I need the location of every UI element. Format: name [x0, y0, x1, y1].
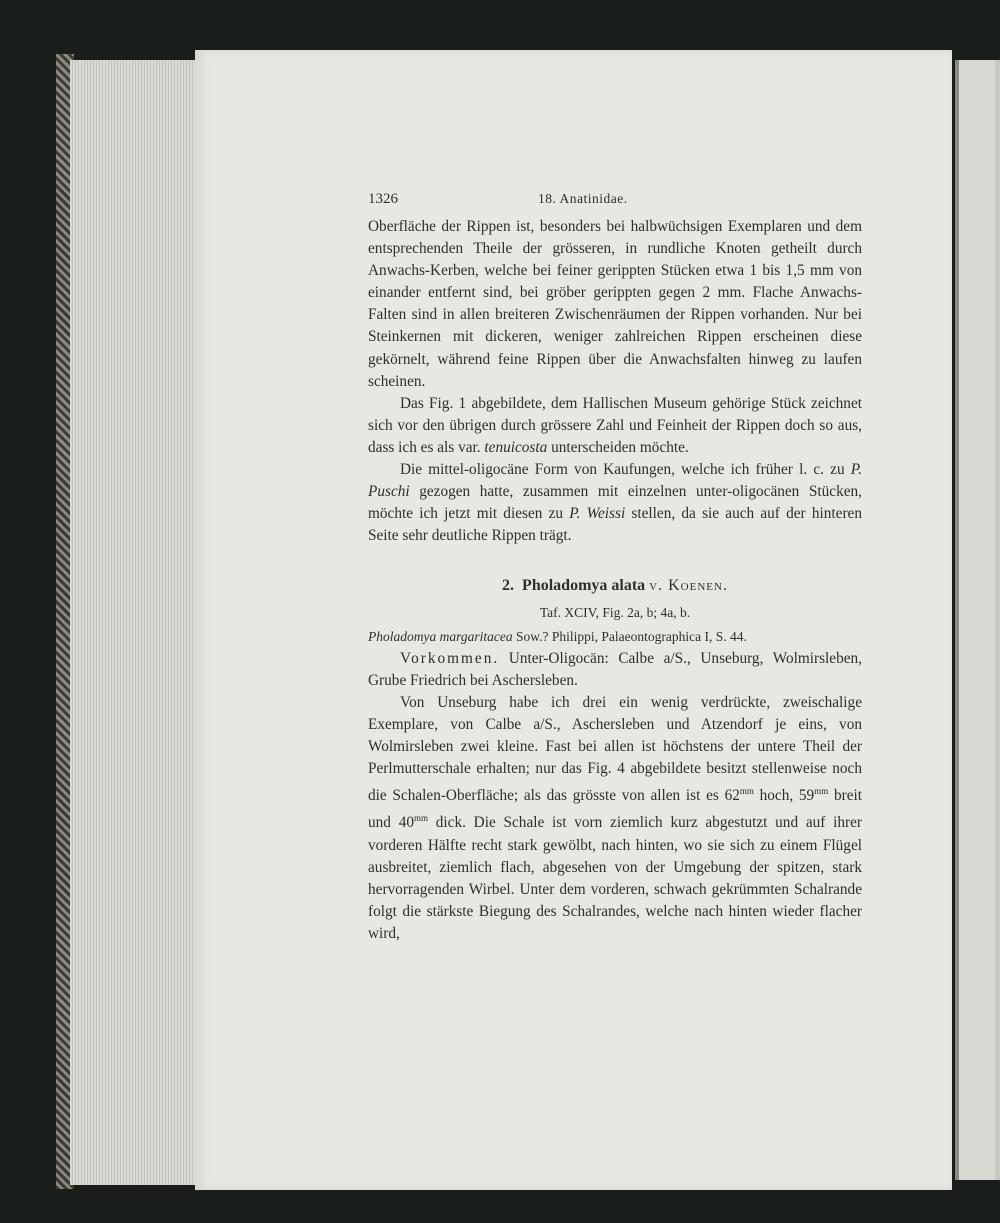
synonymy: Pholadomya margaritacea Sow.? Philippi, Palaeontographica I, S. 44. — [368, 628, 747, 644]
page-content — [368, 188, 862, 945]
running-head: 18. Anatinidae. — [538, 191, 628, 206]
paragraph-2: Das Fig. 1 abgebildete, dem Hallischen Museum gehörige Stück zeichnet sich vor den übrigen durch grössere Zahl und Feinheit der Rippen doch so aus, dass ich es als var. tenuicosta unterscheiden möchte. — [368, 394, 862, 456]
page-header — [368, 188, 862, 212]
species-heading: 2. Pholadomya alata v. Koenen. — [502, 577, 728, 595]
page-number: 1326 — [368, 191, 398, 207]
paragraph-3: Die mittel-oligocäne Form von Kaufungen, welche ich früher l. c. zu P. Puschi gezogen hatte, zusammen mit einzelnen unter-oligocänen Stücken, möchte ich jetzt mit diesen zu P. Weissi stellen, da sie auch auf der hinteren Seite sehr deutliche Rippen trägt. — [368, 461, 862, 545]
occurrence-paragraph: Vorkommen. Unter-Oligocän: Calbe a/S., Unseburg, Wolmirsleben, Grube Friedrich bei Aschersleben. — [368, 649, 862, 689]
paragraph-4: Von Unseburg habe ich drei ein wenig verdrückte, zweischalige Exemplare, von Calbe a/S., Aschersleben und Atzendorf je eins, von Wolmirsleben zwei kleine. Fast bei allen ist höchstens der untere Theil der Perlmutterschale erhalten; nur das Fig. 4 abgebildete besitzt stellenweise noch die Schalen-Oberfläche; als das grösste von allen ist es $62^{mm}$ hoch, $59^{mm}$ breit und $40^{mm}$ dick. Die Schale ist vorn ziemlich kurz abgestutzt und auf ihrer vorderen Hälfte recht stark gewölbt, nach hinten, wo sie sich zu einem Flügel ausbreitet, ziemlich flach, abgesehen von der Umgebung der spitzen, stark hervorragenden Wirbel. Unter dem vorderen, schwach gekrümmten Schalrande folgt die stärkste Biegung des Schalrandes, welche nach hinten wieder flacher wird, — [368, 693, 862, 942]
plate-reference: Taf. XCIV, Fig. 2a, b; 4a, b. — [539, 604, 691, 620]
paragraph-1: Oberfläche der Rippen ist, besonders bei halbwüchsigen Exemplaren und dem entsprechenden Theile der grösseren, in rundliche Knoten getheilt durch Anwachs-Kerben, welche bei feiner gerippten Stücken etwa 1 bis 1,5 mm von einander entfernt sind, bei gröber gerippten gegen 2 mm. Flache Anwachs-Falten sind in allen breiteren Zwischenräumen der Rippen vorhanden. Nur bei Steinkernen mit dickeren, weniger zahlreichen Rippen erscheinen diese gekörnelt, während feine Rippen über die Anwachsfalten hinweg zu laufen scheinen. — [368, 218, 862, 390]
page-stack — [70, 60, 200, 1185]
facing-page-edge — [955, 60, 1000, 1180]
